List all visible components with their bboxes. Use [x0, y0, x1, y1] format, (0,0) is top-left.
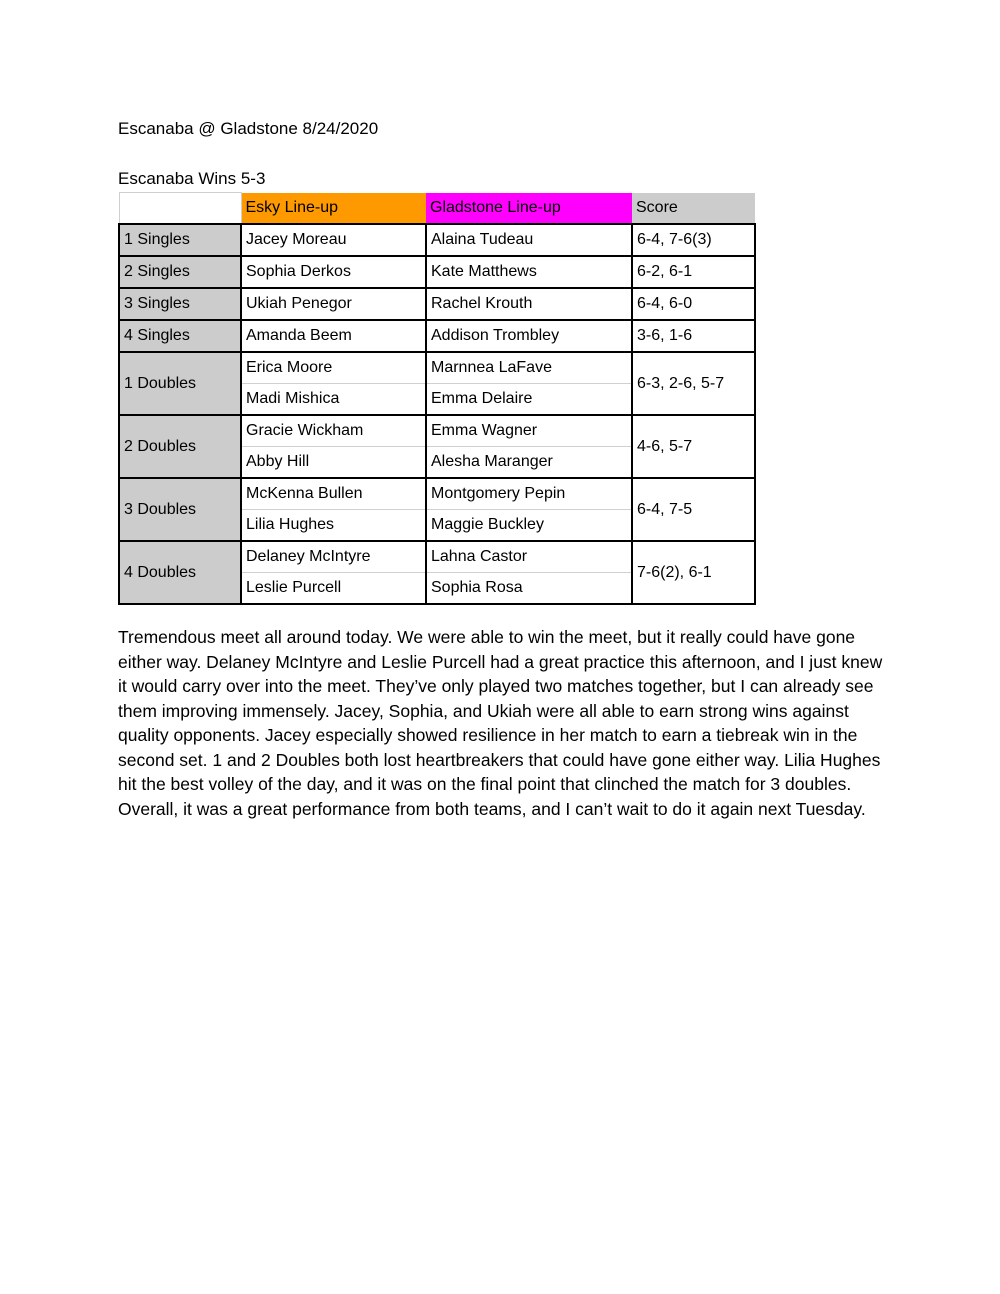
esky-player: Lilia Hughes	[241, 510, 426, 542]
match-result: Escanaba Wins 5-3	[118, 169, 266, 188]
match-score: 4-6, 5-7	[632, 415, 755, 478]
gladstone-player: Alaina Tudeau	[426, 224, 632, 256]
header-gladstone-lineup: Gladstone Line-up	[426, 193, 632, 225]
table-header-row	[119, 193, 755, 225]
match-score: 6-4, 7-5	[632, 478, 755, 541]
table-row	[119, 224, 755, 256]
gladstone-player: Rachel Krouth	[426, 288, 632, 320]
esky-player: Erica Moore	[241, 352, 426, 384]
table-row	[119, 256, 755, 288]
gladstone-player: Emma Delaire	[426, 384, 632, 416]
position-label: 2 Singles	[119, 256, 241, 288]
table-row	[119, 415, 755, 447]
match-score: 6-2, 6-1	[632, 256, 755, 288]
position-label: 1 Singles	[119, 224, 241, 256]
position-label: 2 Doubles	[119, 415, 241, 478]
esky-player: McKenna Bullen	[241, 478, 426, 510]
esky-player: Delaney McIntyre	[241, 541, 426, 573]
esky-player: Madi Mishica	[241, 384, 426, 416]
gladstone-player: Addison Trombley	[426, 320, 632, 352]
position-label: 1 Doubles	[119, 352, 241, 415]
table-row	[119, 478, 755, 510]
table-row	[119, 320, 755, 352]
header-score: Score	[632, 193, 755, 225]
gladstone-player: Emma Wagner	[426, 415, 632, 447]
match-score: 3-6, 1-6	[632, 320, 755, 352]
header-esky-lineup: Esky Line-up	[241, 193, 426, 225]
match-summary-paragraph: Tremendous meet all around today. We were able to win the meet, but it really could have gone either way. Delaney McIntyre and Leslie Purcell had a great practice this afternoon, and I just knew it would carry over into the meet. They’ve only played two matches together, but I can already see them improving immensely. Jacey, Sophia, and Ukiah were all able to earn strong wins against quality opponents. Jacey especially showed resilience in her match to earn a tiebreak win in the second set. 1 and 2 Doubles both lost heartbreakers that could have gone either way. Lilia Hughes hit the best volley of the day, and it was on the final point that clinched the match for 3 doubles. Overall, it was a great performance from both teams, and I can’t wait to do it again next Tuesday.	[118, 627, 883, 819]
gladstone-player: Montgomery Pepin	[426, 478, 632, 510]
position-label: 4 Singles	[119, 320, 241, 352]
gladstone-player: Kate Matthews	[426, 256, 632, 288]
table-row	[119, 352, 755, 384]
gladstone-player: Lahna Castor	[426, 541, 632, 573]
esky-player: Sophia Derkos	[241, 256, 426, 288]
match-score: 6-3, 2-6, 5-7	[632, 352, 755, 415]
esky-player: Jacey Moreau	[241, 224, 426, 256]
match-score: 6-4, 6-0	[632, 288, 755, 320]
esky-player: Leslie Purcell	[241, 573, 426, 605]
match-score: 7-6(2), 6-1	[632, 541, 755, 604]
gladstone-player: Sophia Rosa	[426, 573, 632, 605]
esky-player: Abby Hill	[241, 447, 426, 479]
position-label: 3 Doubles	[119, 478, 241, 541]
table-row	[119, 541, 755, 573]
esky-player: Gracie Wickham	[241, 415, 426, 447]
gladstone-player: Marnnea LaFave	[426, 352, 632, 384]
gladstone-player: Alesha Maranger	[426, 447, 632, 479]
lineup-table	[118, 192, 756, 605]
position-label: 4 Doubles	[119, 541, 241, 604]
gladstone-player: Maggie Buckley	[426, 510, 632, 542]
esky-player: Ukiah Penegor	[241, 288, 426, 320]
esky-player: Amanda Beem	[241, 320, 426, 352]
header-blank-cell	[119, 193, 241, 225]
match-score: 6-4, 7-6(3)	[632, 224, 755, 256]
position-label: 3 Singles	[119, 288, 241, 320]
page-title: Escanaba @ Gladstone 8/24/2020	[118, 119, 379, 138]
table-row	[119, 288, 755, 320]
